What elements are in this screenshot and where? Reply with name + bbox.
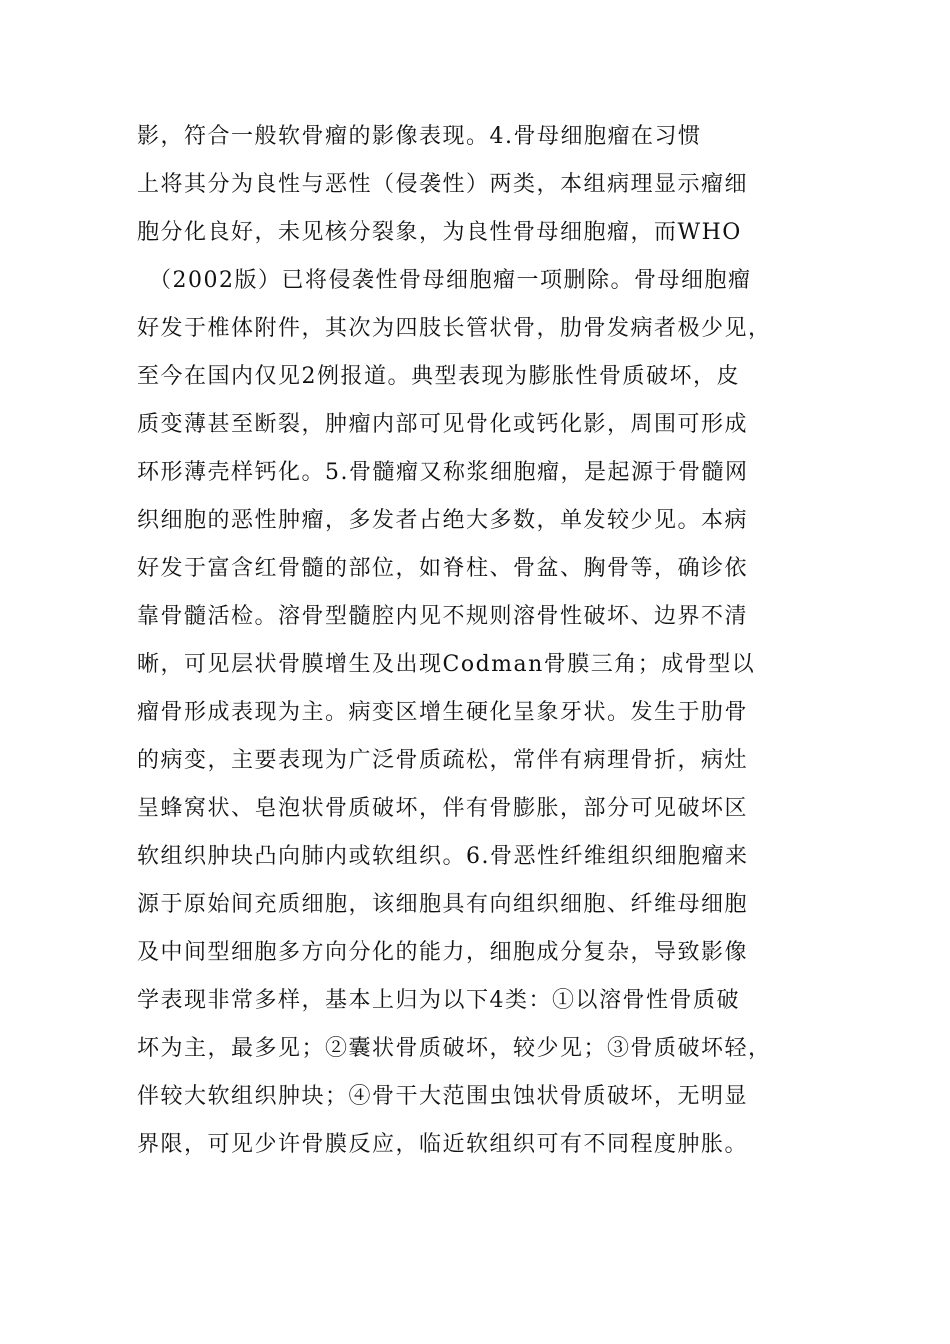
text-line: 的病变，主要表现为广泛骨质疏松，常伴有病理骨折，病灶 xyxy=(137,748,749,773)
text-line: 好发于椎体附件，其次为四肢长管状骨，肋骨发病者极少见， xyxy=(137,316,772,341)
text-line: 界限，可见少许骨膜反应，临近软组织可有不同程度肿胀。 xyxy=(137,1132,749,1157)
text-line: 环形薄壳样钙化。5.骨髓瘤又称浆细胞瘤，是起源于骨髓网 xyxy=(137,460,749,485)
text-line: 伴较大软组织肿块；④骨干大范围虫蚀状骨质破坏，无明显 xyxy=(137,1084,749,1109)
text-line: 及中间型细胞多方向分化的能力，细胞成分复杂，导致影像 xyxy=(137,940,749,965)
text-line: 学表现非常多样，基本上归为以下4类：①以溶骨性骨质破 xyxy=(137,988,740,1013)
text-line: 晰，可见层状骨膜增生及出现Codman骨膜三角；成骨型以 xyxy=(137,652,756,677)
text-line: 坏为主，最多见；②囊状骨质破坏，较少见；③骨质破坏轻， xyxy=(137,1036,772,1061)
text-line: 上将其分为良性与恶性（侵袭性）两类，本组病理显示瘤细 xyxy=(137,172,749,197)
text-line: 质变薄甚至断裂，肿瘤内部可见骨化或钙化影，周围可形成 xyxy=(137,412,749,437)
body-text xyxy=(137,113,837,1169)
text-line: 源于原始间充质细胞，该细胞具有向组织细胞、纤维母细胞 xyxy=(137,892,749,917)
text-line: 至今在国内仅见2例报道。典型表现为膨胀性骨质破坏，皮 xyxy=(137,364,740,389)
text-line: （2002版）已将侵袭性骨母细胞瘤一项删除。骨母细胞瘤 xyxy=(149,268,752,293)
text-line: 瘤骨形成表现为主。病变区增生硬化呈象牙状。发生于肋骨 xyxy=(137,700,749,725)
text-line: 影，符合一般软骨瘤的影像表现。4.骨母细胞瘤在习惯 xyxy=(137,124,702,149)
text-line: 胞分化良好，未见核分裂象，为良性骨母细胞瘤，而WHO xyxy=(137,220,742,245)
text-line: 织细胞的恶性肿瘤，多发者占绝大多数，单发较少见。本病 xyxy=(137,508,749,533)
text-line: 呈蜂窝状、皂泡状骨质破坏，伴有骨膨胀，部分可见破坏区 xyxy=(137,796,749,821)
text-line: 软组织肿块凸向肺内或软组织。6.骨恶性纤维组织细胞瘤来 xyxy=(137,844,749,869)
text-line: 好发于富含红骨髓的部位，如脊柱、骨盆、胸骨等，确诊依 xyxy=(137,556,749,581)
text-line: 靠骨髓活检。溶骨型髓腔内见不规则溶骨性破坏、边界不清 xyxy=(137,604,749,629)
